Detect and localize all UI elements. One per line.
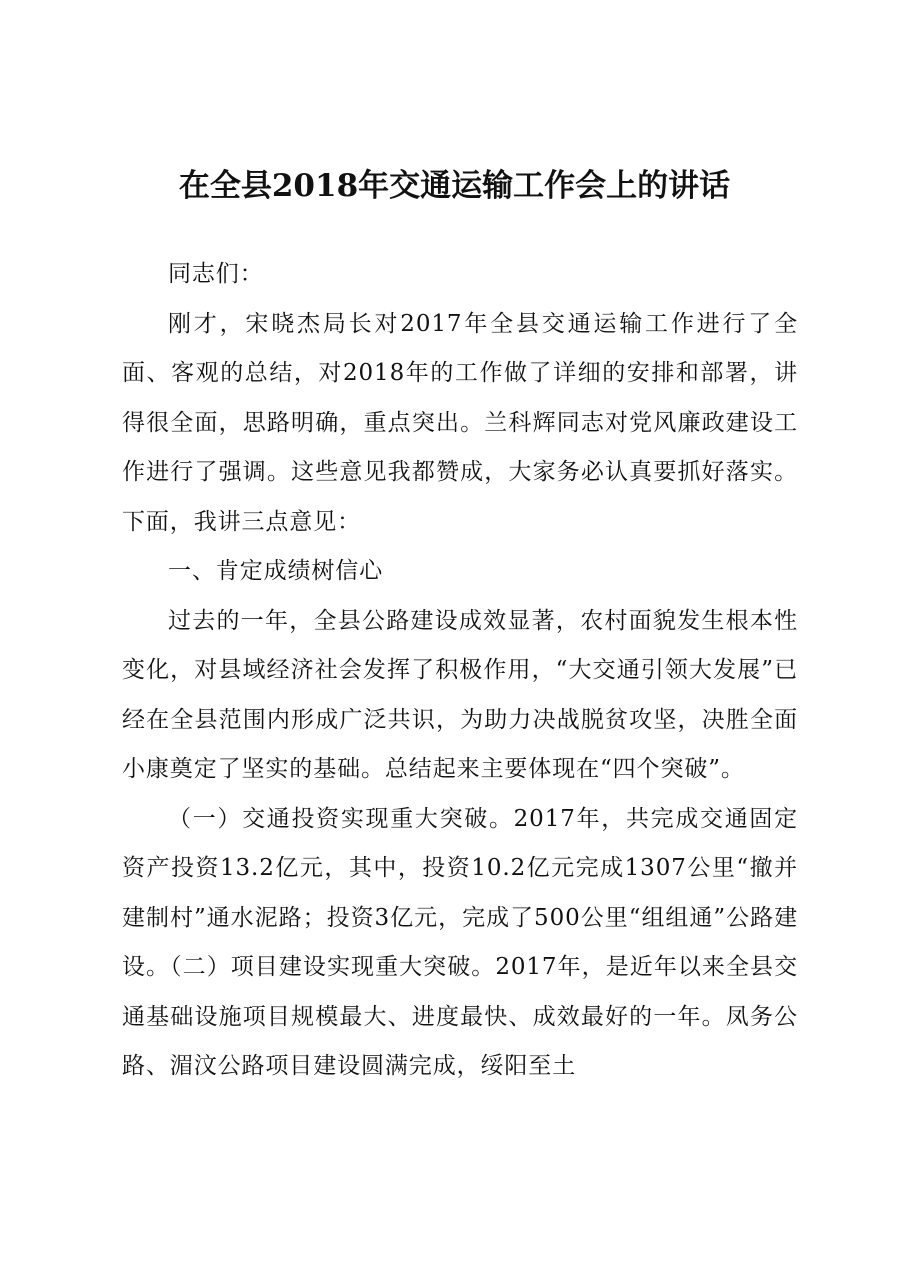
document-body [122, 250, 798, 1092]
section-heading: 一、肯定成绩树信心 [168, 558, 384, 584]
body-paragraph: 过去的一年，全县公路建设成效显著，农村面貌发生根本性变化，对县域经济社会发挥了积极作用，“大交通引领大发展”已经在全县范围内形成广泛共识，为助力决战脱贫攻坚，决胜全面小康奠定了坚实的基础。总结起来主要体现在“四个突破”。 [122, 607, 798, 782]
salutation-paragraph: 同志们： [168, 261, 264, 287]
document-title: 在全县2018年交通运输工作会上的讲话 [178, 168, 731, 204]
body-paragraph: （一）交通投资实现重大突破。2017年，共完成交通固定资产投资13.2亿元，其中，投资10.2亿元完成1307公里“撤并建制村”通水泥路；投资3亿元，完成了500公里“组组通”公路建设。（二）项目建设实现重大突破。2017年，是近年以来全县交通基础设施项目规模最大、进度最快、成效最好的一年。凤务公路、湄汶公路项目建设圆满完成，绥阳至土 [122, 805, 798, 1079]
intro-paragraph: 刚才，宋晓杰局长对2017年全县交通运输工作进行了全面、客观的总结，对2018年的工作做了详细的安排和部署，讲得很全面，思路明确，重点突出。兰科辉同志对党风廉政建设工作进行了强调。这些意见我都赞成，大家务必认真要抓好落实。下面，我讲三点意见： [122, 310, 798, 535]
